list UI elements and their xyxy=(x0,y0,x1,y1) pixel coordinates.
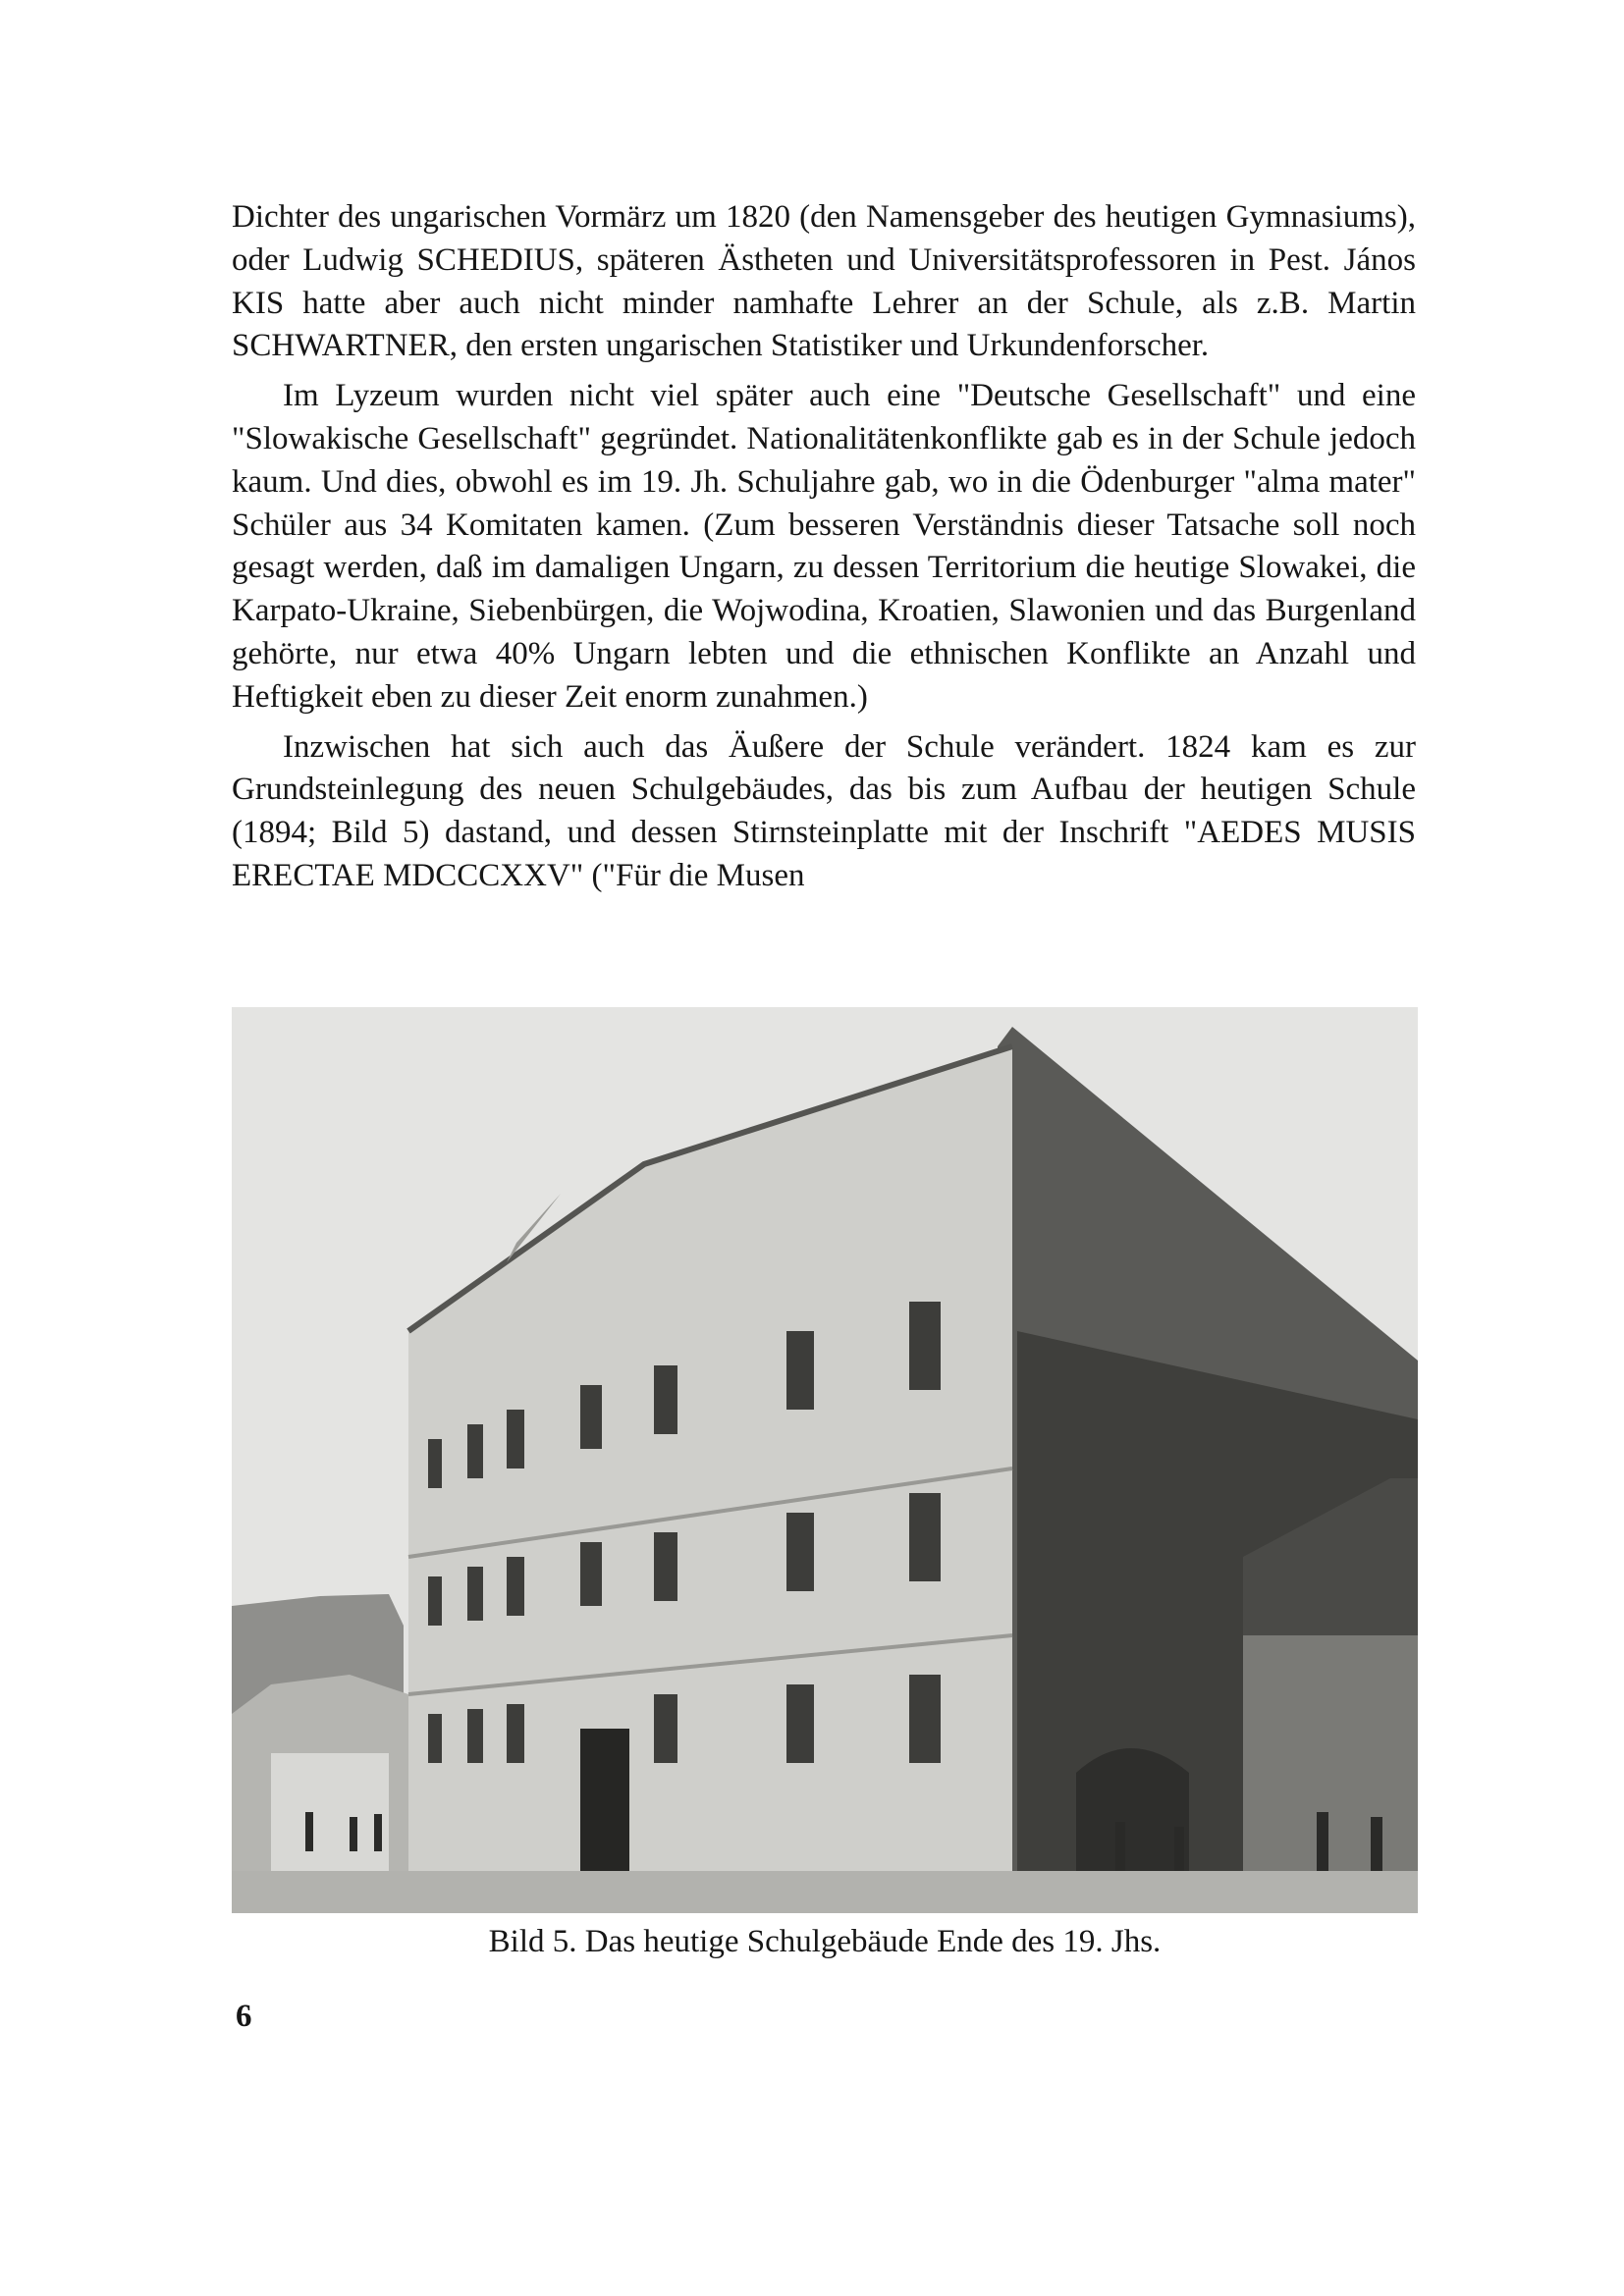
school-building-photo xyxy=(232,1007,1418,1913)
paragraph: Dichter des ungarischen Vormärz um 1820 (den Namensgeber des heutigen Gymnasiums), oder Ludwig SCHEDIUS, späteren Ästheten und Universitätsprofessoren in Pest. János KIS hatte aber auch nicht minder namhafte Lehrer an der Schule, als z.B. Martin SCHWARTNER, den ersten ungarischen Statistiker und Urkundenforscher. xyxy=(232,199,1416,364)
paragraph: Im Lyzeum wurden nicht viel später auch eine "Deutsche Gesellschaft" und eine "Slowakische Gesellschaft" gegründet. Nationalitätenkonflikte gab es in der Schule jedoch kaum. Und dies, obwohl es im 19. Jh. Schuljahre gab, wo in die Ödenburger "alma mater" Schüler aus 34 Komitaten kamen. (Zum besseren Verständnis dieser Tatsache soll noch gesagt werden, daß im damaligen Ungarn, zu dessen Territorium die heutige Slowakei, die Karpato-Ukraine, Siebenbürgen, die Wojwodina, Kroatien, Slawonien und das Burgenland gehörte, nur etwa 40% Ungarn lebten und die ethnischen Konflikte an Anzahl und Heftigkeit eben zu dieser Zeit enorm zunahmen.) xyxy=(232,378,1416,715)
entrance-door xyxy=(580,1729,629,1871)
paragraph: Inzwischen hat sich auch das Äußere der Schule verändert. 1824 kam es zur Grundsteinlegung des neuen Schulgebäudes, das bis zum Aufbau der heutigen Schule (1894; Bild 5) dastand, und dessen Stirnsteinplatte mit der Inschrift "AEDES MUSIS ERECTAE MDCCCXXV" ("Für die Musen xyxy=(232,728,1416,893)
figure-caption: Bild 5. Das heutige Schulgebäude Ende des 19. Jhs. xyxy=(488,1924,1162,1959)
white-house xyxy=(271,1753,389,1871)
right-building xyxy=(1243,1635,1418,1871)
street xyxy=(232,1871,1418,1913)
archway xyxy=(1076,1748,1189,1871)
page-number: 6 xyxy=(236,1999,252,2034)
body-text xyxy=(232,196,1416,898)
